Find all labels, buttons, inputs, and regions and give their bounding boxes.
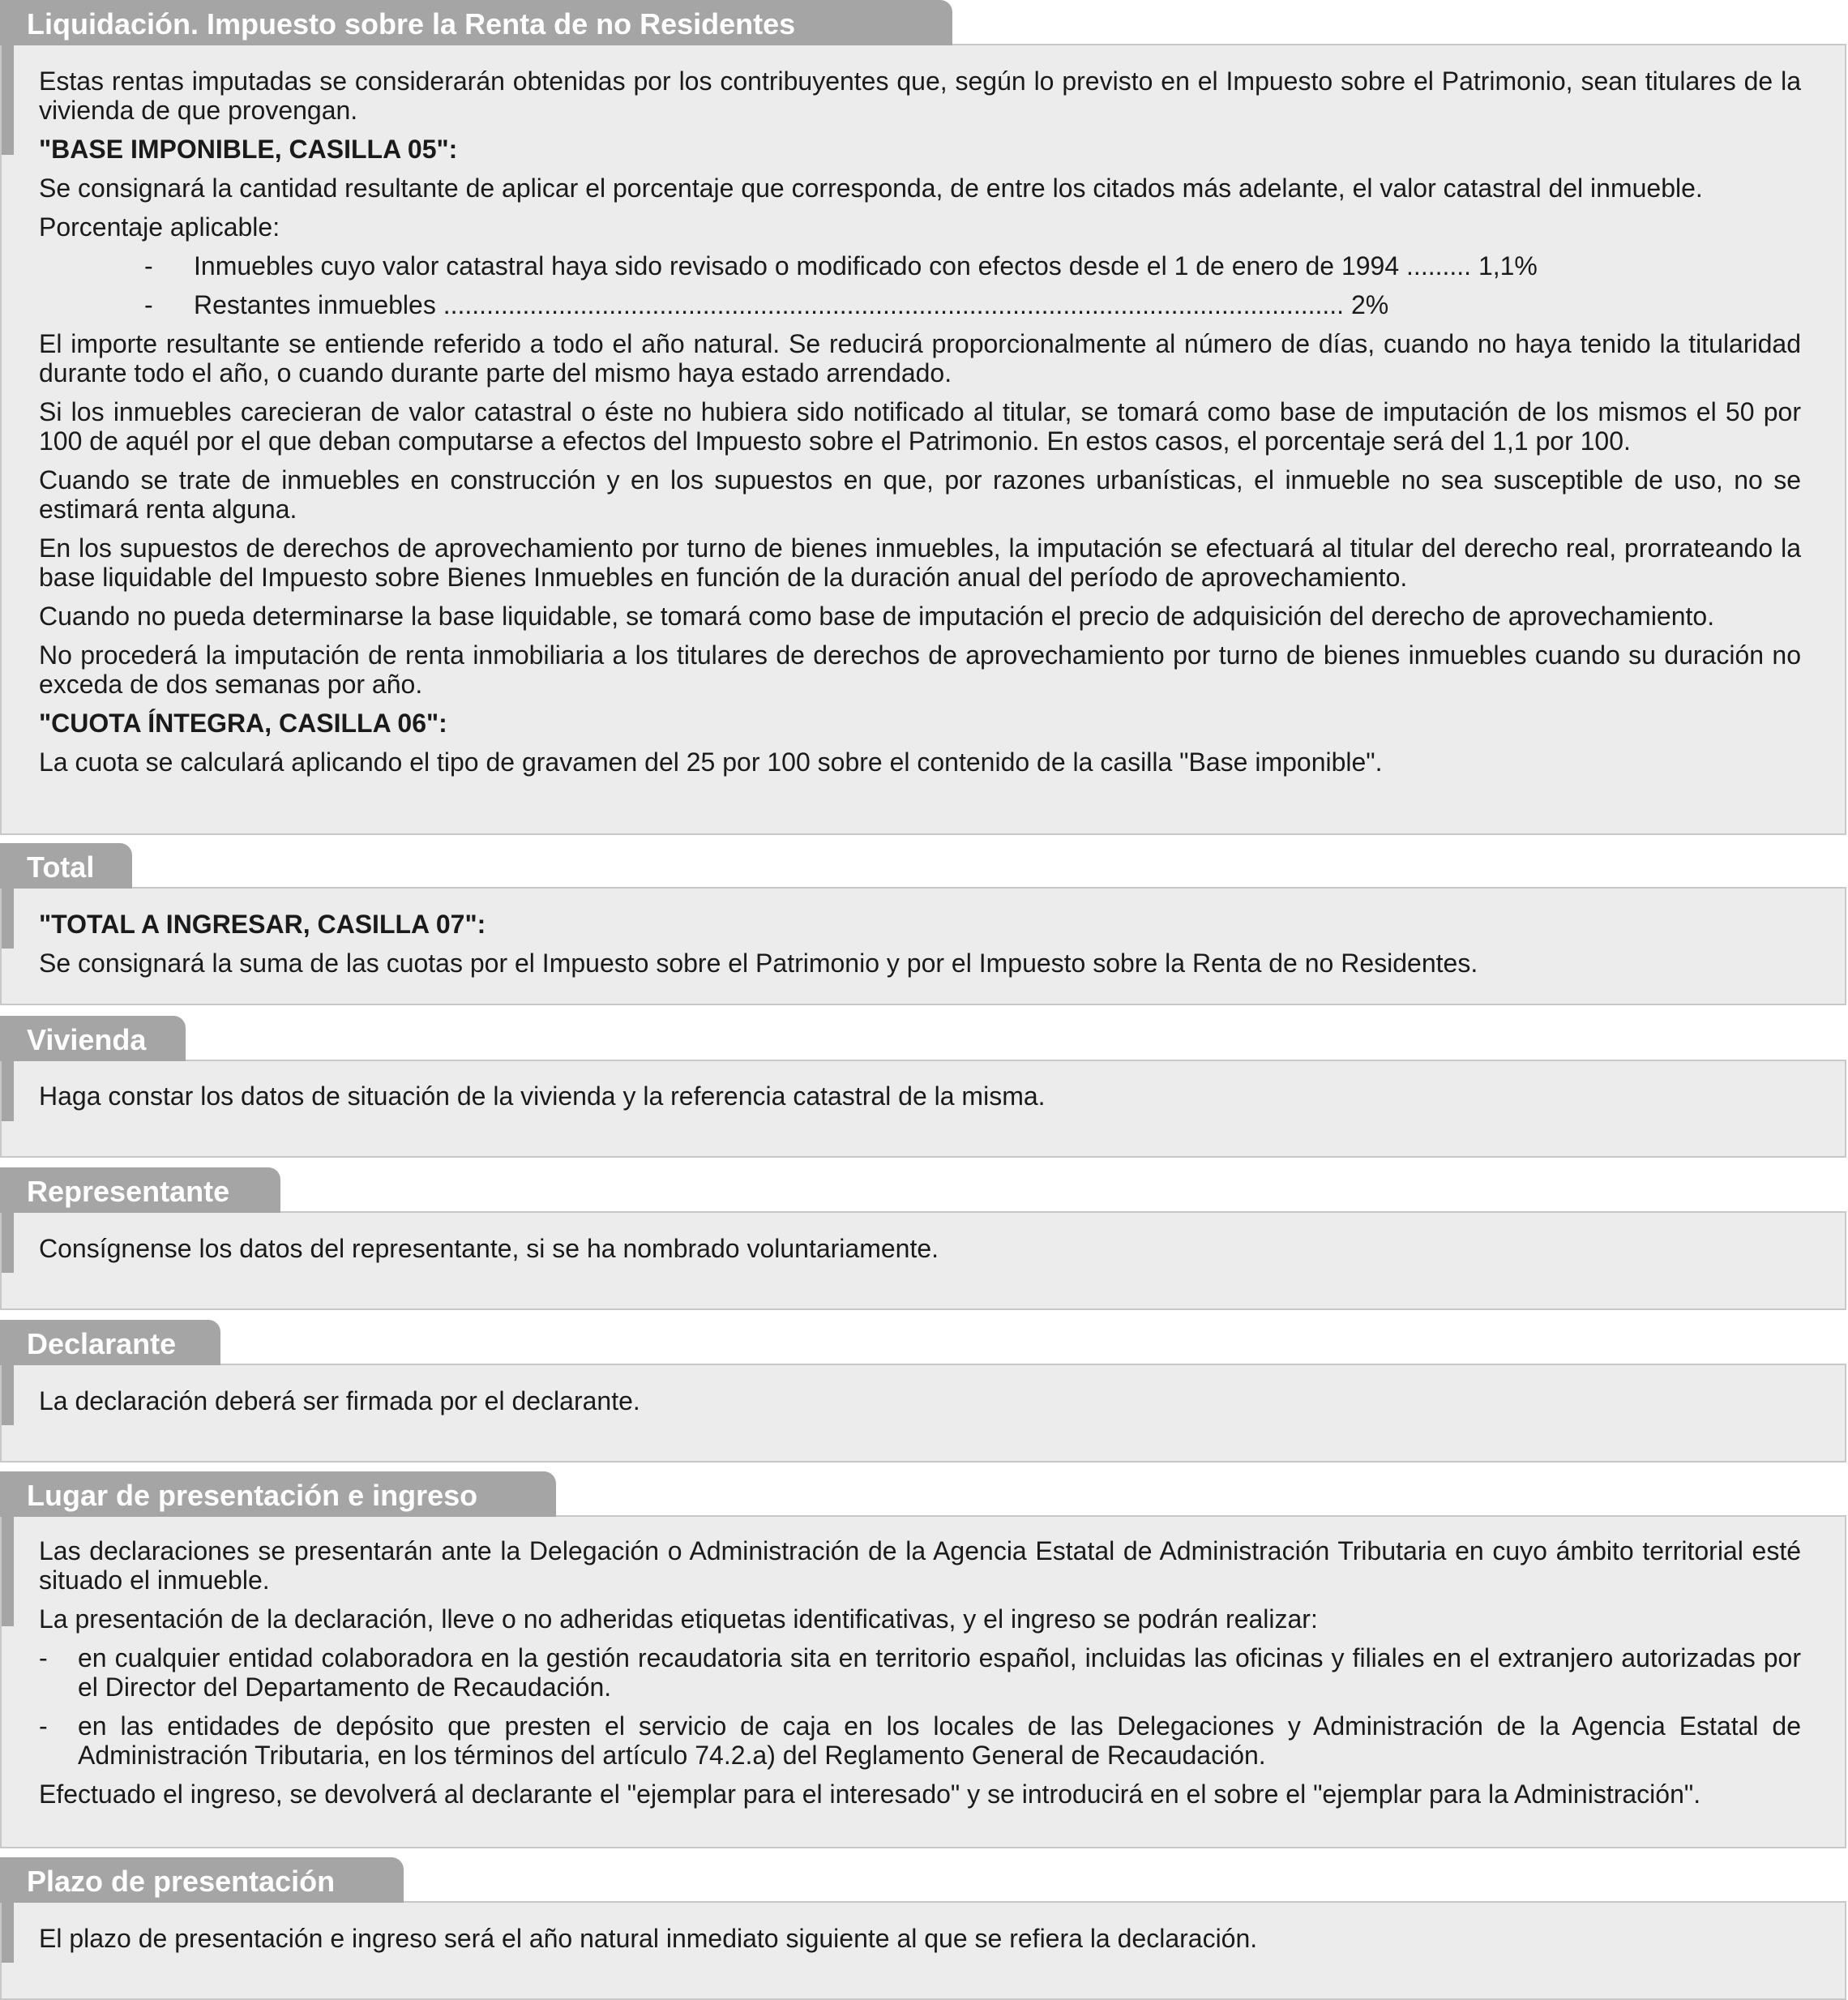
section-title: Representante: [0, 1167, 280, 1213]
paragraph: Se consignará la suma de las cuotas por el Impuesto sobre el Patrimonio y por el Impuesto sobre la Renta de no Residentes.: [39, 949, 1478, 978]
dash-marker: -: [144, 251, 153, 281]
paragraph: Haga constar los datos de situación de la vivienda y la referencia catastral de la misma.: [39, 1081, 1046, 1111]
list-item: [39, 1711, 1801, 1770]
section-stripe: [2, 1903, 14, 1963]
heading-cuota-integra: "CUOTA ÍNTEGRA, CASILLA 06":: [39, 709, 447, 738]
paragraph: No procederá la imputación de renta inmobiliaria a los titulares de derechos de aprovechamiento por turno de bienes inmuebles cuando su duración no exceda de dos semanas por año.: [39, 640, 1801, 699]
paragraph: La declaración deberá ser firmada por el declarante.: [39, 1386, 640, 1415]
paragraph: Consígnense los datos del representante, si se ha nombrado voluntariamente.: [39, 1234, 939, 1263]
list-item: [39, 290, 1801, 319]
heading-base-imponible: "BASE IMPONIBLE, CASILLA 05":: [39, 135, 458, 164]
section-content: [39, 1924, 1801, 1963]
paragraph: Cuando se trate de inmuebles en construcción y en los supuestos en que, por razones urbanísticas, el inmueble no sea susceptible de uso, no se estimará renta alguna.: [39, 465, 1801, 524]
section-title: Total: [0, 843, 132, 889]
paragraph: Porcentaje aplicable:: [39, 212, 280, 242]
section-title: Vivienda: [0, 1016, 186, 1061]
paragraph: El importe resultante se entiende referido a todo el año natural. Se reducirá proporcionalmente al número de días, cuando no haya tenido la titularidad durante todo el año, o cuando durante parte del mismo haya estado arrendado.: [39, 329, 1801, 388]
paragraph: La cuota se calculará aplicando el tipo de gravamen del 25 por 100 sobre el contenido de la casilla "Base imponible".: [39, 747, 1383, 777]
section-representante: [0, 1167, 1848, 1310]
list-item-text: en cualquier entidad colaboradora en la gestión recaudatoria sita en territorio español, incluidas las oficinas y filiales en el extranjero autorizadas por el Director del Departamento de Recaudación.: [78, 1643, 1801, 1702]
section-total: [0, 843, 1848, 1005]
paragraph: Estas rentas imputadas se considerarán obtenidas por los contribuyentes que, según lo previsto en el Impuesto sobre el Patrimonio, sean titulares de la vivienda de que provengan.: [39, 66, 1801, 125]
section-stripe: [2, 1061, 14, 1121]
paragraph: La presentación de la declaración, lleve o no adheridas etiquetas identificativas, y el ingreso se podrán realizar:: [39, 1604, 1318, 1634]
section-content: [39, 1536, 1801, 1818]
paragraph: Las declaraciones se presentarán ante la Delegación o Administración de la Agencia Estatal de Administración Tributaria en cuyo ámbito territorial esté situado el inmueble.: [39, 1536, 1801, 1595]
paragraph: Se consignará la cantidad resultante de aplicar el porcentaje que corresponda, de entre los citados más adelante, el valor catastral del inmueble.: [39, 173, 1703, 203]
section-stripe: [2, 889, 14, 949]
paragraph: Cuando no pueda determinarse la base liquidable, se tomará como base de imputación el precio de adquisición del derecho de aprovechamiento.: [39, 602, 1715, 631]
section-title: Plazo de presentación: [0, 1857, 404, 1903]
section-vivienda: [0, 1016, 1848, 1158]
dash-marker: -: [39, 1643, 48, 1672]
section-title: Liquidación. Impuesto sobre la Renta de no Residentes: [0, 0, 952, 45]
section-lugar: [0, 1471, 1848, 1848]
section-liquidacion: [0, 0, 1848, 835]
section-stripe: [2, 45, 14, 155]
section-content: [39, 910, 1801, 987]
section-title: Lugar de presentación e ingreso: [0, 1471, 556, 1517]
dash-marker: -: [144, 290, 153, 319]
list-item-text: Inmuebles cuyo valor catastral haya sido revisado o modificado con efectos desde el 1 de enero de 1994 ......... 1,1%: [194, 251, 1538, 281]
section-plazo: [0, 1857, 1848, 2000]
paragraph: El plazo de presentación e ingreso será el año natural inmediato siguiente al que se refiera la declaración.: [39, 1924, 1258, 1953]
list-item-text: Restantes inmuebles ............................................................................................................................. 2%: [194, 290, 1389, 319]
section-content: [39, 1234, 1801, 1273]
dash-marker: -: [39, 1711, 48, 1741]
list-item: [39, 251, 1801, 281]
section-content: [39, 1081, 1801, 1120]
list-item: [39, 1643, 1801, 1702]
section-content: [39, 1386, 1801, 1425]
heading-total-ingresar: "TOTAL A INGRESAR, CASILLA 07":: [39, 910, 486, 939]
section-title: Declarante: [0, 1320, 220, 1365]
section-declarante: [0, 1320, 1848, 1463]
paragraph: En los supuestos de derechos de aprovechamiento por turno de bienes inmuebles, la imputación se efectuará al titular del derecho real, prorrateando la base liquidable del Impuesto sobre Bienes Inmuebles en función de la duración anual del período de aprovechamiento.: [39, 533, 1801, 592]
section-stripe: [2, 1365, 14, 1425]
paragraph: Si los inmuebles carecieran de valor catastral o éste no hubiera sido notificado al titular, se tomará como base de imputación de los mismos el 50 por 100 de aquél por el que deban computarse a efectos del Impuesto sobre el Patrimonio. En estos casos, el porcentaje será del 1,1 por 100.: [39, 397, 1801, 456]
section-stripe: [2, 1517, 14, 1626]
paragraph: Efectuado el ingreso, se devolverá al declarante el "ejemplar para el interesado" y se introducirá en el sobre el "ejemplar para la Administración".: [39, 1779, 1701, 1809]
section-stripe: [2, 1213, 14, 1273]
list-item-text: en las entidades de depósito que presten el servicio de caja en los locales de las Delegaciones y Administración de la Agencia Estatal de Administración Tributaria, en los términos del artículo 74.2.a) del Reglamento General de Recaudación.: [78, 1711, 1801, 1770]
section-content: [39, 66, 1801, 786]
